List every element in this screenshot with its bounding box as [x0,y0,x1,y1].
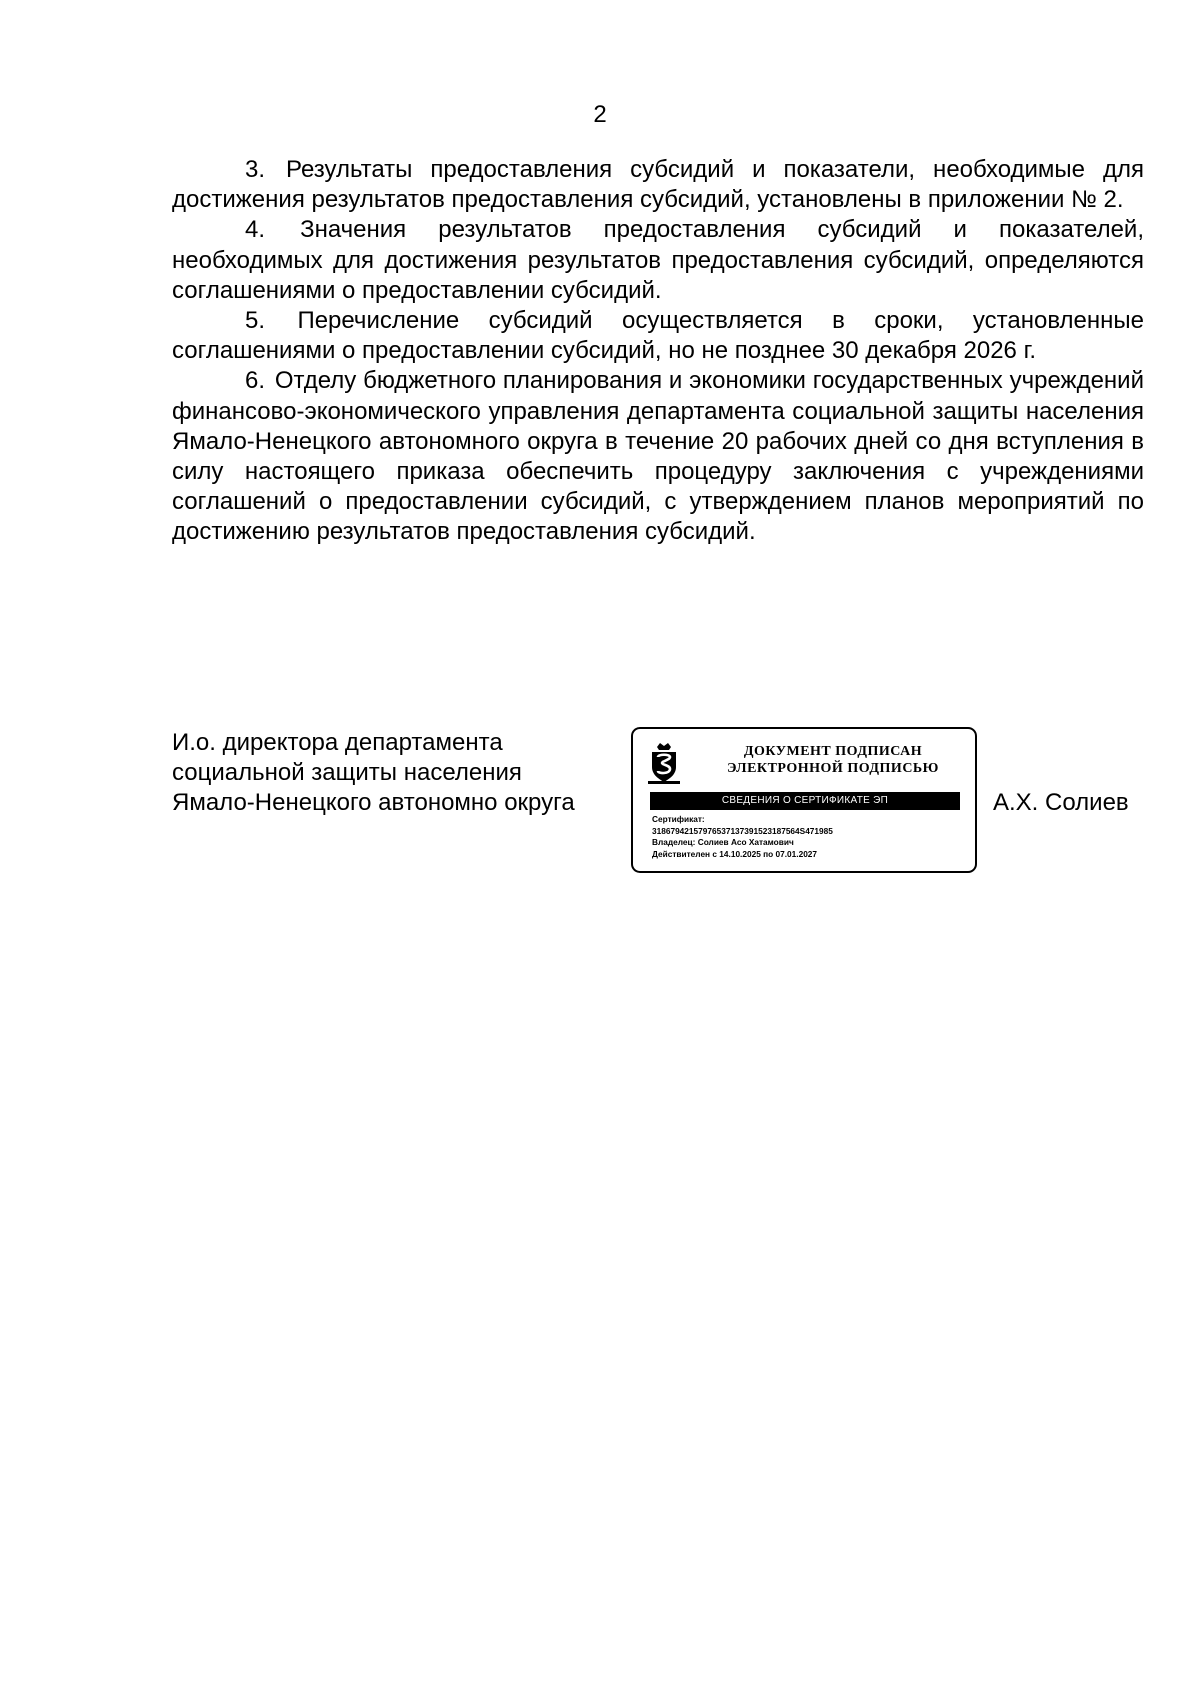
paragraph-number: 4. [245,216,266,244]
paragraph-text: Значения результатов предоставления субсидий и показателей, необходимых для достижения результатов предоставления субсидий, определяются соглашениями о предоставлении субсидий. [172,216,1145,304]
signer-name: А.Х. Солиев [993,789,1129,816]
page-number: 2 [593,101,607,128]
paragraph-5 [172,306,1144,366]
paragraph-number: 6. [245,367,266,395]
stamp-title-line: ЭЛЕКТРОННОЙ ПОДПИСЬЮ [727,761,939,776]
position-line: социальной защиты населения [172,759,522,787]
certificate-owner: Владелец: Солиев Асо Хатамович [652,837,794,847]
paragraph-number: 3. [245,156,266,183]
certificate-details [652,814,833,860]
paragraph-number: 5. [245,307,266,335]
certificate-number: 31867942157976537137391523187564S471985 [652,825,833,836]
coat-of-arms-emblem [647,741,681,785]
stamp-title [693,743,973,777]
signatory-position [172,728,575,819]
position-line: И.о. директора департамента [172,729,503,756]
paragraph-text: Перечисление субсидий осуществляется в сроки, установленные соглашениями о предоставлении субсидий, но не позднее 30 декабря 2026 г. [172,307,1144,365]
electronic-signature-stamp [631,727,977,873]
stamp-title-line: ДОКУМЕНТ ПОДПИСАН [743,744,923,759]
certificate-label: Сертификат: [652,814,705,824]
certificate-validity: Действителен с 14.10.2025 по 07.01.2027 [652,848,818,859]
certificate-info-bar: СВЕДЕНИЯ О СЕРТИФИКАТЕ ЭП [650,792,960,810]
paragraph-6 [172,366,1144,547]
paragraph-text: Результаты предоставления субсидий и показатели, необходимые для достижения результатов предоставления субсидий, установлены в приложении № 2. [172,156,1144,214]
paragraph-4 [172,215,1144,306]
paragraph-3 [172,155,1144,215]
paragraph-text: Отделу бюджетного планирования и экономики государственных учреждений финансово-экономического управления департамента социальной защиты населения Ямало-Ненецкого автономного округа в течение 20 рабочих дней со дня вступления в силу настоящего приказа обеспечить процедуру заключения с учреждениями соглашений о предоставлении субсидий, с утверждением планов мероприятий по достижению результатов предоставления субсидий. [172,367,1144,546]
document-body [172,155,1144,548]
position-line: Ямало-Ненецкого автономно округа [172,789,575,817]
